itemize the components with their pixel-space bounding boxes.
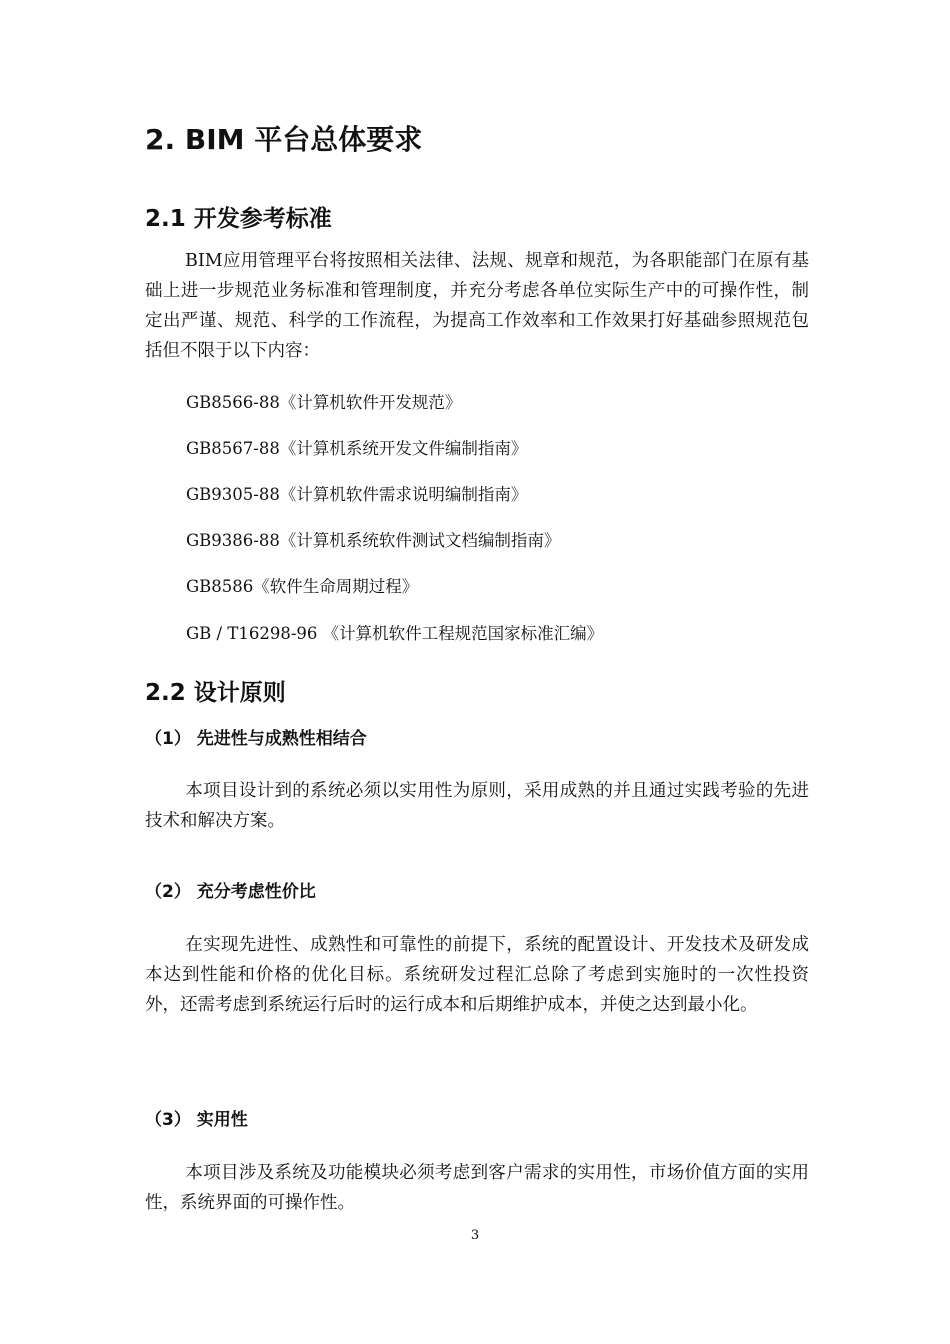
section-2-2-heading: 2.2 设计原则 xyxy=(145,680,286,706)
page-number: 3 xyxy=(470,1228,480,1243)
principle-text xyxy=(145,930,809,1020)
principle-text xyxy=(145,1158,809,1218)
principle-body: 本项目涉及系统及功能模块必须考虑到客户需求的实用性，市场价值方面的实用性，系统界面的可操作性。 xyxy=(145,1163,809,1213)
standard-item: GB9386-88《计算机系统软件测试文档编制指南》 xyxy=(186,531,561,550)
principle-body: 在实现先进性、成熟性和可靠性的前提下，系统的配置设计、开发技术及研发成本达到性能和价格的优化目标。系统研发过程汇总除了考虑到实施时的一次性投资外，还需考虑到系统运行后时的运行成本和后期维护成本，并使之达到最小化。 xyxy=(145,935,809,1015)
chapter-heading: 2. BIM 平台总体要求 xyxy=(145,123,423,156)
principle-heading: （2） 充分考虑性价比 xyxy=(145,882,316,902)
principle-body: 本项目设计到的系统必须以实用性为原则，采用成熟的并且通过实践考验的先进技术和解决方案。 xyxy=(145,781,809,831)
section-2-1-intro xyxy=(145,246,809,366)
section-2-1-heading: 2.1 开发参考标准 xyxy=(145,206,332,232)
intro-text: BIM应用管理平台将按照相关法律、法规、规章和规范，为各职能部门在原有基础上进一步规范业务标准和管理制度，并充分考虑各单位实际生产中的可操作性，制定出严谨、规范、科学的工作流程，为提高工作效率和工作效果打好基础参照规范包括但不限于以下内容： xyxy=(145,251,809,361)
principle-text xyxy=(145,776,809,836)
principle-heading: （3） 实用性 xyxy=(145,1110,248,1130)
standard-item: GB8566-88《计算机软件开发规范》 xyxy=(186,393,462,412)
standard-item: GB9305-88《计算机软件需求说明编制指南》 xyxy=(186,485,528,504)
standard-item: GB8567-88《计算机系统开发文件编制指南》 xyxy=(186,439,528,458)
standard-item: GB / T16298-96 《计算机软件工程规范国家标准汇编》 xyxy=(186,624,604,643)
principle-heading: （1） 先进性与成熟性相结合 xyxy=(145,729,367,749)
standard-item: GB8586《软件生命周期过程》 xyxy=(186,577,419,596)
